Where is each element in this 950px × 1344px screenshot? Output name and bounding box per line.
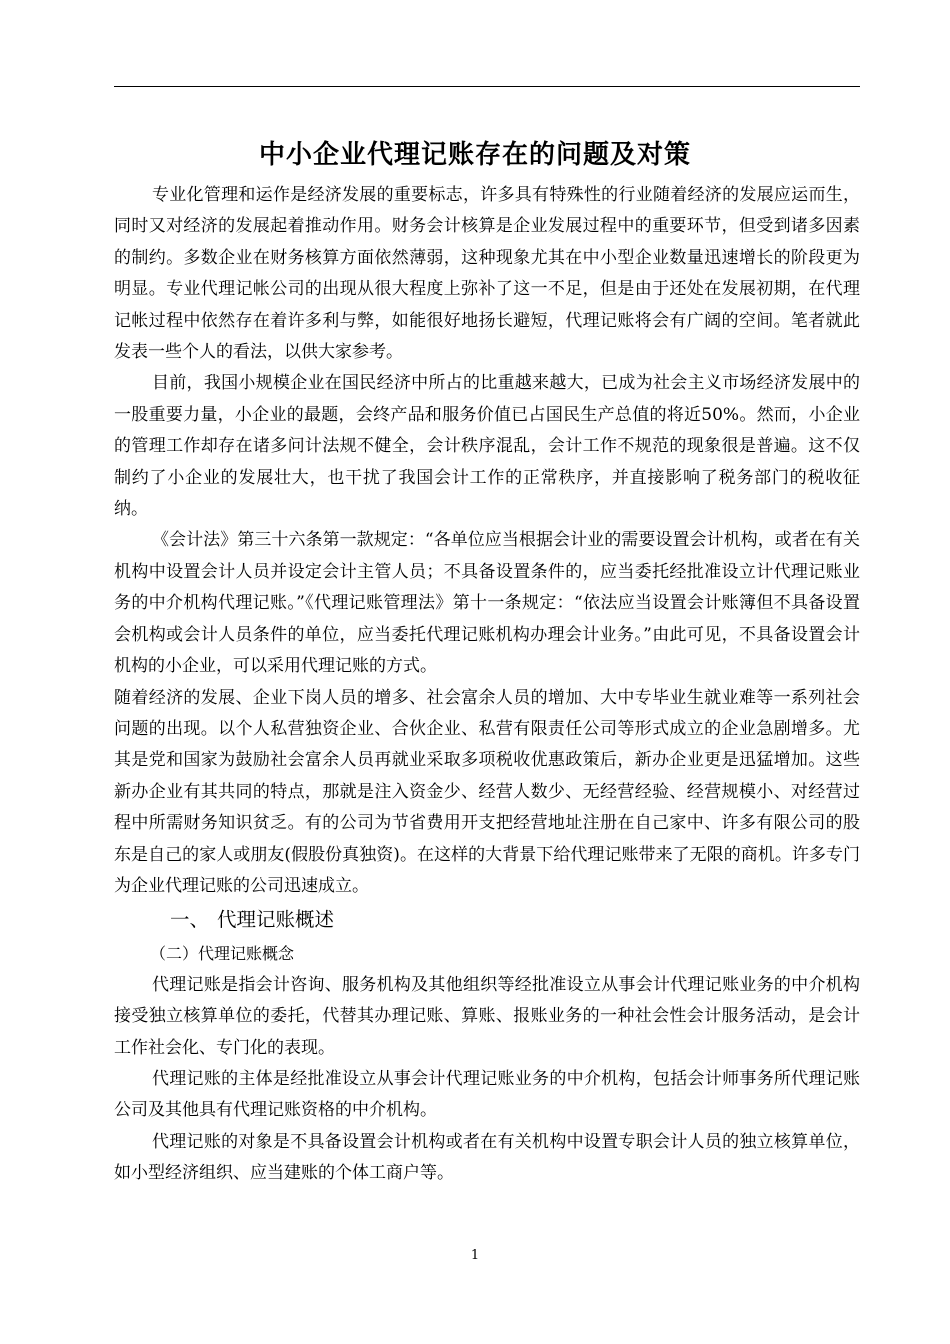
body-paragraph: 代理记账的对象是不具备设置会计机构或者在有关机构中设置专职会计人员的独立核算单位，如小型经济组织、应当建账的个体工商户等。 [114, 1131, 860, 1184]
section-number: 一、 [170, 908, 210, 932]
section-heading-text: 代理记账概述 [217, 908, 335, 932]
document-body [114, 180, 860, 1190]
document-title: 中小企业代理记账存在的问题及对策 [258, 140, 691, 170]
body-paragraph: 代理记账的主体是经批准设立从事会计代理记账业务的中介机构，包括会计师事务所代理记账公司及其他具有代理记账资格的中介机构。 [114, 1068, 860, 1121]
body-paragraph: 《会计法》第三十六条第一款规定：“各单位应当根据会计业的需要设置会计机构，或者在有关机构中设置会计人员并设定会计主管人员；不具备设置条件的，应当委托经批准设立计代理记账业务的中介机构代理记账。”《代理记账管理法》第十一条规定：“依法应当设置会计账簿但不具备设置会机构或会计人员条件的单位，应当委托代理记账机构办理会计业务。”由此可见，不具备设置会计机构的小企业，可以采用代理记账的方式。 [114, 530, 860, 677]
body-paragraph: 目前，我国小规模企业在国民经济中所占的比重越来越大，已成为社会主义市场经济发展中的一股重要力量，小企业的最题，会终产品和服务价值已占国民生产总值的将近50%。然而，小企业的管理工作却存在诸多问计法规不健全，会计秩序混乱，会计工作不规范的现象很是普遍。这不仅制约了小企业的发展壮大，也干扰了我国会计工作的正常秩序，并直接影响了税务部门的税收征纳。 [114, 373, 860, 520]
page-number: 1 [470, 1248, 480, 1263]
section-heading [114, 902, 860, 938]
header-rule [114, 86, 860, 87]
body-paragraph: 代理记账是指会计咨询、服务机构及其他组织等经批准设立从事会计代理记账业务的中介机构接受独立核算单位的委托，代替其办理记账、算账、报账业务的一种社会性会计服务活动，是会计工作社会化、专门化的表现。 [114, 974, 860, 1058]
body-paragraph: 随着经济的发展、企业下岗人员的增多、社会富余人员的增加、大中专毕业生就业难等一系列社会问题的出现。以个人私营独资企业、合伙企业、私营有限责任公司等形式成立的企业急剧增多。尤其是党和国家为鼓励社会富余人员再就业采取多项税收优惠政策后，新办企业更是迅猛增加。这些新办企业有其共同的特点，那就是注入资金少、经营人数少、无经营经验、经营规模小、对经营过程中所需财务知识贫乏。有的公司为节省费用开支把经营地址注册在自己家中、许多有限公司的股东是自己的家人或朋友(假股份真独资)。在这样的大背景下给代理记账带来了无限的商机。许多专门为企业代理记账的公司迅速成立。 [114, 687, 860, 896]
subsection-heading: （二）代理记账概念 [150, 944, 295, 964]
body-paragraph: 专业化管理和运作是经济发展的重要标志，许多具有特殊性的行业随着经济的发展应运而生，同时又对经济的发展起着推动作用。财务会计核算是企业发展过程中的重要环节，但受到诸多因素的制约。多数企业在财务核算方面依然薄弱，这种现象尤其在中小型企业数量迅速增长的阶段更为明显。专业代理记帐公司的出现从很大程度上弥补了这一不足，但是由于还处在发展初期，在代理记帐过程中依然存在着许多利与弊，如能很好地扬长避短，代理记账将会有广阔的空间。笔者就此发表一些个人的看法，以供大家参考。 [114, 185, 860, 363]
